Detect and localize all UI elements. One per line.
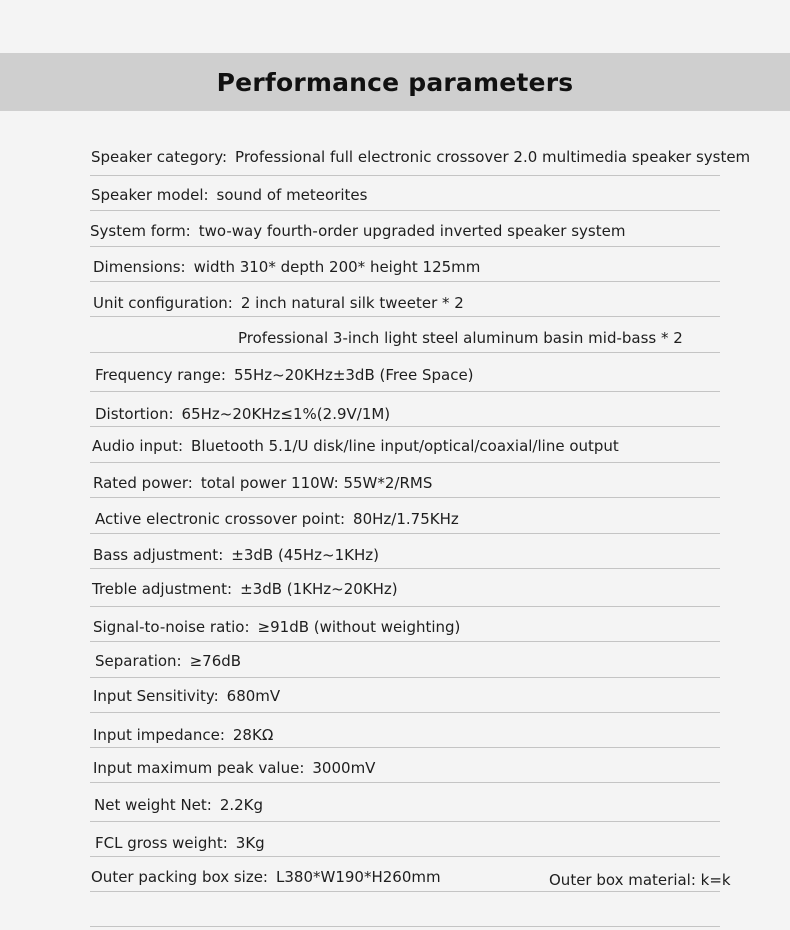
page-title: Performance parameters xyxy=(216,67,574,97)
spec-row xyxy=(90,211,720,247)
spec-value: 3Kg xyxy=(235,834,265,852)
spec-value: 55Hz~20KHz±3dB (Free Space) xyxy=(233,366,474,384)
spec-label: Bass adjustment: xyxy=(93,546,224,564)
spec-label: Signal-to-noise ratio: xyxy=(93,618,250,636)
spec-label: Input maximum peak value: xyxy=(93,759,305,777)
spec-value: 80Hz/1.75KHz xyxy=(353,510,459,528)
spec-value: Bluetooth 5.1/U disk/line input/optical/coaxial/line output xyxy=(191,437,619,455)
spec-label: Frequency range: xyxy=(95,366,226,384)
spec-row xyxy=(90,748,720,783)
spec-value: 65Hz~20KHz≤1%(2.9V/1M) xyxy=(181,405,391,423)
spec-label: Net weight Net: xyxy=(94,796,212,814)
spec-value: Professional full electronic crossover 2.0 multimedia speaker system xyxy=(235,148,751,166)
spec-label: Speaker model: xyxy=(91,186,209,204)
spec-value: sound of meteorites xyxy=(216,186,368,204)
spec-value: total power 110W: 55W*2/RMS xyxy=(200,474,433,492)
spec-row xyxy=(90,607,720,642)
spec-row xyxy=(90,822,720,857)
bottom-divider xyxy=(90,926,720,927)
spec-row xyxy=(90,317,720,353)
spec-row xyxy=(90,463,720,498)
spec-row xyxy=(90,247,720,282)
spec-value: 2.2Kg xyxy=(219,796,264,814)
spec-row xyxy=(90,498,720,534)
spec-row xyxy=(90,642,720,678)
spec-value: Professional 3-inch light steel aluminum basin mid-bass * 2 xyxy=(238,329,683,347)
spec-row xyxy=(90,569,720,607)
spec-label: Unit configuration: xyxy=(93,294,233,312)
spec-row xyxy=(90,534,720,569)
spec-label: Distortion: xyxy=(95,405,174,423)
title-band xyxy=(0,53,790,111)
spec-row xyxy=(90,783,720,822)
spec-row xyxy=(90,427,720,463)
spec-value: width 310* depth 200* height 125mm xyxy=(193,258,481,276)
spec-label: Treble adjustment: xyxy=(92,580,233,598)
spec-value: ±3dB (45Hz~1KHz) xyxy=(231,546,379,564)
spec-value: ≥76dB xyxy=(189,652,242,670)
spec-label: Rated power: xyxy=(93,474,193,492)
spec-value: ±3dB (1KHz~20KHz) xyxy=(240,580,398,598)
spec-label: Dimensions: xyxy=(93,258,186,276)
spec-value: 680mV xyxy=(226,687,281,705)
spec-label: Speaker category: xyxy=(91,148,228,166)
spec-row xyxy=(90,713,720,748)
spec-row xyxy=(90,857,731,892)
spec-value: 28KΩ xyxy=(232,726,274,744)
spec-label: Audio input: xyxy=(92,437,184,455)
spec-label: System form: xyxy=(90,222,191,240)
spec-label: FCL gross weight: xyxy=(95,834,228,852)
spec-label: Outer packing box size: xyxy=(91,868,268,886)
spec-label: Separation: xyxy=(95,652,182,670)
spec-label: Active electronic crossover point: xyxy=(95,510,346,528)
spec-label: Input impedance: xyxy=(93,726,225,744)
spec-row xyxy=(90,392,720,427)
spec-row xyxy=(90,353,720,392)
spec-value: two-way fourth-order upgraded inverted speaker system xyxy=(198,222,626,240)
spec-value: L380*W190*H260mm xyxy=(276,868,441,886)
spec-row xyxy=(90,678,720,713)
spec-row xyxy=(90,176,720,211)
spec-row xyxy=(90,139,751,176)
spec-row xyxy=(90,282,720,317)
spec-label: Input Sensitivity: xyxy=(93,687,219,705)
spec-value: 3000mV xyxy=(312,759,376,777)
spec-value: ≥91dB (without weighting) xyxy=(257,618,461,636)
box-material-text: Outer box material: k=k xyxy=(549,871,731,889)
spec-value: 2 inch natural silk tweeter * 2 xyxy=(240,294,464,312)
